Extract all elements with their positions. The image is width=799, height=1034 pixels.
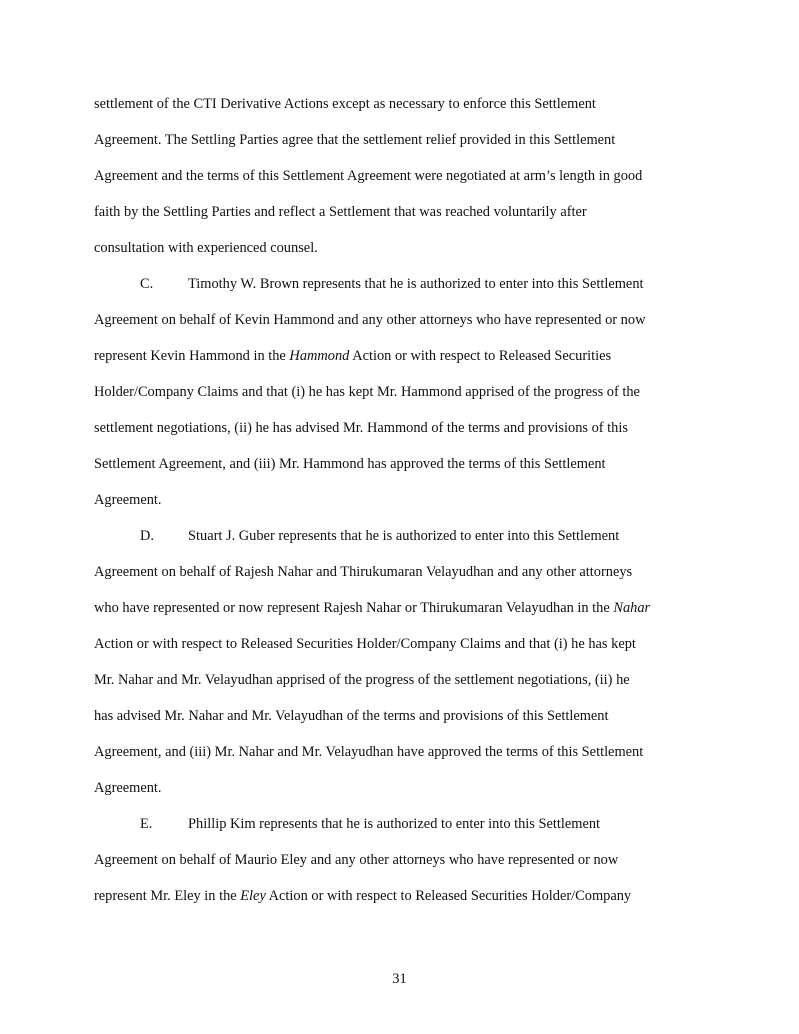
text-line: Agreement, and (iii) Mr. Nahar and Mr. Velayudhan have approved the terms of this Settlement <box>94 744 644 760</box>
paragraph-marker: C. <box>140 276 154 292</box>
page-number: 31 <box>392 971 407 987</box>
paragraph-marker: D. <box>140 528 154 544</box>
text-line: Settlement Agreement, and (iii) Mr. Hammond has approved the terms of this Settlement <box>94 456 606 472</box>
text-line: settlement of the CTI Derivative Actions except as necessary to enforce this Settlement <box>94 96 596 112</box>
text-line: Mr. Nahar and Mr. Velayudhan apprised of the progress of the settlement negotiations, (ii) he <box>94 672 630 688</box>
text-line: settlement negotiations, (ii) he has advised Mr. Hammond of the terms and provisions of this <box>94 420 628 436</box>
text-line: has advised Mr. Nahar and Mr. Velayudhan of the terms and provisions of this Settlement <box>94 708 609 724</box>
text-line: Agreement. <box>94 492 162 508</box>
text-line: consultation with experienced counsel. <box>94 240 318 256</box>
text-line: faith by the Settling Parties and reflect a Settlement that was reached voluntarily after <box>94 204 587 220</box>
text-line: Agreement. <box>94 780 162 796</box>
text-segment: who have represented or now represent Rajesh Nahar or Thirukumaran Velayudhan in the <box>94 600 614 616</box>
text-line: Action or with respect to Released Securities Holder/Company Claims and that (i) he has kept <box>94 636 636 652</box>
text-line: Timothy W. Brown represents that he is authorized to enter into this Settlement <box>188 276 644 292</box>
text-line: Holder/Company Claims and that (i) he has kept Mr. Hammond apprised of the progress of the <box>94 384 640 400</box>
text-line <box>94 887 631 905</box>
text-line: Agreement and the terms of this Settlement Agreement were negotiated at arm’s length in good <box>94 168 643 184</box>
text-segment: Action or with respect to Released Securities Holder/Company <box>265 888 632 904</box>
text-line: Agreement on behalf of Rajesh Nahar and Thirukumaran Velayudhan and any other attorneys <box>94 564 633 580</box>
case-name-italic: Eley <box>240 888 266 904</box>
text-line: Stuart J. Guber represents that he is authorized to enter into this Settlement <box>188 528 620 544</box>
text-segment: represent Kevin Hammond in the <box>94 348 290 364</box>
text-line <box>94 599 650 617</box>
case-name-italic: Hammond <box>289 348 350 364</box>
case-name-italic: Nahar <box>613 600 651 616</box>
text-segment: Action or with respect to Released Securities <box>349 348 612 364</box>
text-line: Agreement on behalf of Maurio Eley and any other attorneys who have represented or now <box>94 852 619 868</box>
text-line <box>94 347 611 365</box>
text-segment: represent Mr. Eley in the <box>94 888 241 904</box>
paragraph-marker: E. <box>140 816 153 832</box>
text-line: Agreement on behalf of Kevin Hammond and any other attorneys who have represented or now <box>94 312 646 328</box>
text-line: Agreement. The Settling Parties agree that the settlement relief provided in this Settlement <box>94 132 616 148</box>
text-line: Phillip Kim represents that he is authorized to enter into this Settlement <box>188 816 601 832</box>
